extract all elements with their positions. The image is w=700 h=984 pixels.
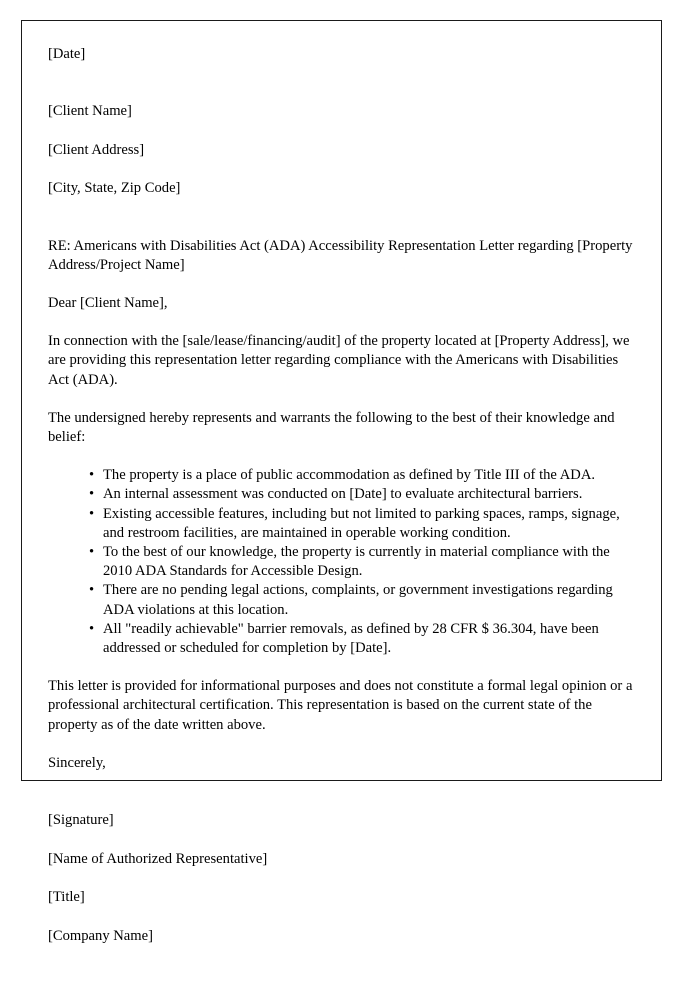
intro-paragraph: In connection with the [sale/lease/financing/audit] of the property located at [Property Address], we are providing this representation letter regarding compliance with the Americans with Disabilities Act (ADA). — [48, 333, 630, 388]
signature-placeholder: [Signature] — [48, 812, 114, 829]
representations-lead-in: The undersigned hereby represents and warrants the following to the best of their knowledge and belief: — [48, 409, 615, 446]
list-item: • Existing accessible features, including but not limited to parking spaces, ramps, signage, and restroom facilities, are maintained in operable working condition. — [89, 505, 640, 543]
salutation: Dear [Client Name], — [48, 295, 168, 312]
list-item: • There are no pending legal actions, complaints, or government investigations regarding ADA violations at this location. — [89, 581, 640, 619]
list-item: • An internal assessment was conducted on [Date] to evaluate architectural barriers. — [89, 485, 640, 504]
valediction: Sincerely, — [48, 754, 106, 771]
subject-line: RE: Americans with Disabilities Act (ADA) Accessibility Representation Letter regarding [Property Address/Project Name] — [48, 237, 633, 273]
document-page — [21, 20, 662, 944]
list-item: • The property is a place of public accommodation as defined by Title III of the ADA. — [89, 466, 640, 485]
recipient-name: [Client Name] — [48, 103, 132, 120]
disclaimer-paragraph: This letter is provided for informational purposes and does not constitute a formal legal opinion or a professional architectural certification. This representation is based on the current state of the property as of the date written above. — [48, 678, 633, 733]
list-item: • All "readily achievable" barrier removals, as defined by 28 CFR $ 36.304, have been addressed or scheduled for completion by [Date]. — [89, 620, 640, 658]
letter-body — [48, 45, 640, 984]
representative-name: [Name of Authorized Representative] — [48, 850, 268, 867]
representations-list — [48, 466, 640, 658]
recipient-address-block — [48, 83, 640, 217]
recipient-address: [Client Address] — [48, 141, 145, 158]
recipient-city-state-zip: [City, State, Zip Code] — [48, 180, 181, 197]
company-name: [Company Name] — [48, 927, 153, 944]
list-item: • To the best of our knowledge, the property is currently in material compliance with the 2010 ADA Standards for Accessible Design. — [89, 543, 640, 581]
representative-title: [Title] — [48, 889, 85, 906]
date-line: [Date] — [48, 46, 86, 62]
signature-block — [48, 792, 640, 965]
